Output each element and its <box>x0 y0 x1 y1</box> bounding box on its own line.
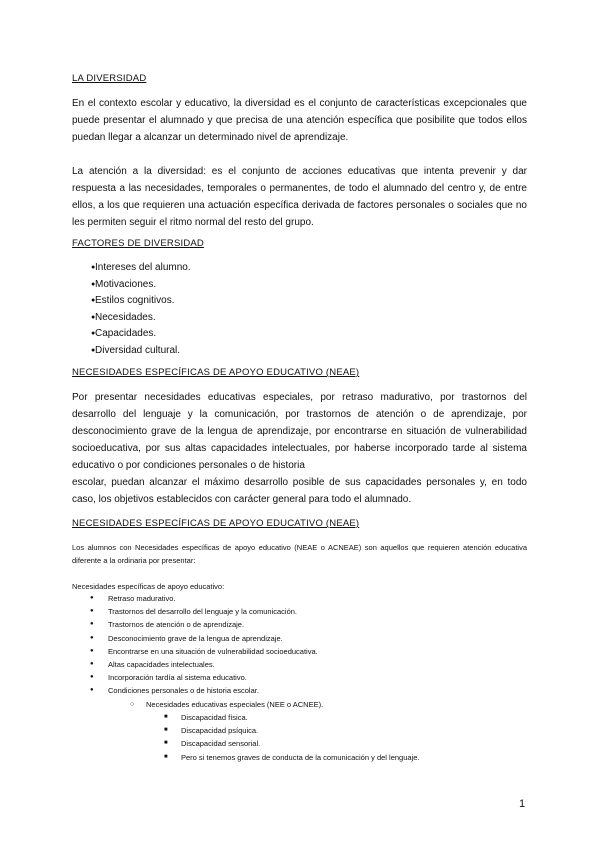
disability-list <box>164 711 419 764</box>
list-item: ● Incorporación tardía al sistema educativo. <box>72 671 318 684</box>
list-item: ● Necesidades. <box>72 310 191 327</box>
heading-neae: NECESIDADES ESPECÍFICAS DE APOYO EDUCATIVO (NEAE) <box>72 367 360 378</box>
paragraph-atencion-diversidad: La atención a la diversidad: es el conjunto de acciones educativas que intenta prevenir y dar respuesta a las necesidades, temporales o permanentes, de todo el alumnado del centro y, de entre ellos, a los que requieren una actuación específica derivada de factores personales o sociales que no les permiten seguir el ritmo normal del resto del grupo. <box>72 166 527 228</box>
list-item: ● Motivaciones. <box>72 277 191 294</box>
list-item: ■ Discapacidad física. <box>164 711 419 724</box>
list-item: ○ Necesidades educativas especiales (NEE o ACNEE). <box>128 698 323 711</box>
list-item: ● Retraso madurativo. <box>72 592 318 605</box>
list-item: ■ Discapacidad psíquica. <box>164 724 419 737</box>
list-item: ■ Pero si tenemos graves de conducta de la comunicación y del lenguaje. <box>164 751 419 764</box>
page-number: 1 <box>519 798 526 810</box>
paragraph-neae-causes-continued: escolar, puedan alcanzar el máximo desarrollo posible de sus capacidades personales y, en todo caso, los objetivos establecidos con carácter general para todo el alumnado. <box>72 477 527 505</box>
heading-la-diversidad: LA DIVERSIDAD <box>72 73 147 84</box>
list-item: ● Trastornos del desarrollo del lenguaje y la comunicación. <box>72 605 318 618</box>
list-item: ■ Discapacidad sensorial. <box>164 737 419 750</box>
list-item: ● Estilos cognitivos. <box>72 293 191 310</box>
factors-list <box>72 260 191 360</box>
paragraph-diversidad-definition: En el contexto escolar y educativo, la diversidad es el conjunto de características excepcionales que puede presentar el alumnado y que precisa de una atención específica que posibilite que todos ellos puedan llegar a alcanzar un determinado nivel de aprendizaje. <box>72 98 527 143</box>
nee-sublist <box>128 698 323 711</box>
list-item: ● Capacidades. <box>72 326 191 343</box>
list-item: ● Encontrarse en una situación de vulnerabilidad socioeducativa. <box>72 645 318 658</box>
list-item: ● Trastornos de atención o de aprendizaje. <box>72 618 318 631</box>
paragraph-neae-causes: Por presentar necesidades educativas especiales, por retraso madurativo, por trastornos del desarrollo del lenguaje y la comunicación, por trastornos de atención o de aprendizaje, por desconocimiento grave de la lengua de aprendizaje, por encontrarse en situación de vulnerabilidad socioeducativa, por sus altas capacidades intelectuales, por haberse incorporado tarde al sistema educativo o por condiciones personales o de historia <box>72 392 527 471</box>
paragraph-neae-students: Los alumnos con Necesidades específicas de apoyo educativo (NEAE o ACNEAE) son aquellos que requieren atención educativa diferente a la ordinaria por presentar: <box>72 543 527 565</box>
list-item: ● Altas capacidades intelectuales. <box>72 658 318 671</box>
list-item: ● Diversidad cultural. <box>72 343 191 360</box>
list-item: ● Intereses del alumno. <box>72 260 191 277</box>
list-item: ● Desconocimiento grave de la lengua de aprendizaje. <box>72 632 318 645</box>
heading-factores-diversidad: FACTORES DE DIVERSIDAD <box>72 238 204 249</box>
list-item: ● Condiciones personales o de historia escolar. <box>72 684 318 697</box>
needs-list-intro: Necesidades específicas de apoyo educativo: <box>72 582 225 591</box>
needs-list <box>72 592 318 698</box>
heading-neae-second: NECESIDADES ESPECÍFICAS DE APOYO EDUCATIVO (NEAE) <box>72 518 360 529</box>
